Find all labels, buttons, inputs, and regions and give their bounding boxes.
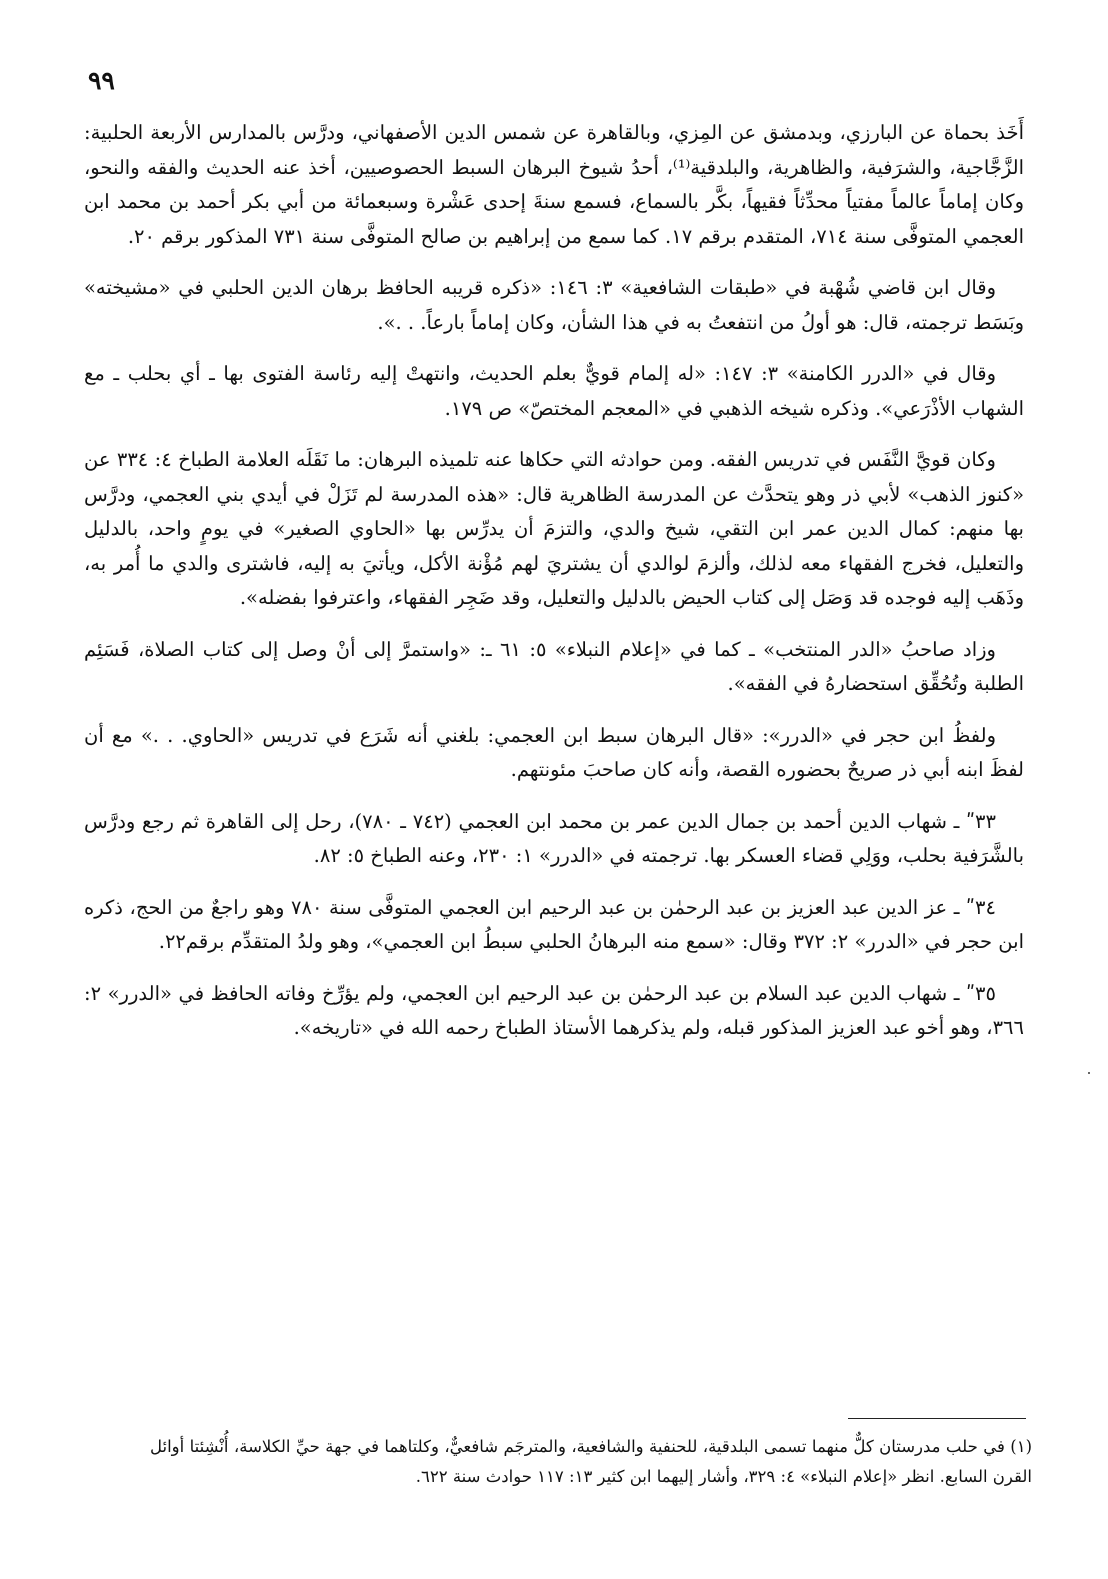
page-number: ٩٩ [88, 66, 115, 95]
entry-35: ٣٥ʺ ـ شهاب الدين عبد السلام بن عبد الرحمٰن بن عبد الرحيم ابن العجمي، ولم يؤرِّخ وفاته الحافظ في «الدرر» ٢: ٣٦٦، وهو أخو عبد العزيز المذكور قبله، ولم يذكرهما الأستاذ الطباخ رحمه الله في «تاريخه». [84, 981, 1024, 1039]
footnotes [150, 1432, 1032, 1492]
paragraph-ibn-hajar-wording: ولفظُ ابن حجر في «الدرر»: «قال البرهان سبط ابن العجمي: بلغني أنه شَرَع في تدريس «الحاوي. . .» مع أن لفظَ ابنه أبي ذر صريحٌ بحضوره القصة، وأنه كان صاحبَ مئونتهم. [84, 723, 1024, 781]
footnote-divider [848, 1418, 1026, 1419]
entry-34: ٣٤ʺ ـ عز الدين عبد العزيز بن عبد الرحمٰن بن عبد الرحيم ابن العجمي المتوفَّى سنة ٧٨٠ وهو راجعٌ من الحج، ذكره ابن حجر في «الدرر» ٢: ٣٧٢ وقال: «سمع منه البرهانُ الحلبي سبطُ ابن العجمي»، وهو ولدُ المتقدِّم برقم٢٢. [84, 895, 1024, 953]
paragraph-ibn-qadi-shuhba: وقال ابن قاضي شُهْبة في «طبقات الشافعية» ٣: ١٤٦: «ذكره قريبه الحافظ برهان الدين الحلبي في «مشيخته» وبَسَط ترجمته، قال: هو أولُ من انتفعتُ به في هذا الشأن، وكان إماماً بارعاً. . .». [84, 276, 1024, 334]
paragraph-durar-kamina: وقال في «الدرر الكامنة» ٣: ١٤٧: «له إلمام قويٌّ بعلم الحديث، وانتهتْ إليه رئاسة الفتوى بها ـ أي بحلب ـ مع الشهاب الأذْرَعي». وذكره شيخه الذهبي في «المعجم المختصّ» ص ١٧٩. [84, 362, 1024, 420]
entry-33: ٣٣ʺ ـ شهاب الدين أحمد بن جمال الدين عمر بن محمد ابن العجمي (٧٤٢ ـ ٧٨٠)، رحل إلى القاهرة ثم رجع ودرَّس بالشَّرَفية بحلب، ووَلِي قضاء العسكر بها. ترجمته في «الدرر» ١: ٢٣٠، وعنه الطباخ ٥: ٨٢. [84, 809, 1024, 867]
footnote-1: (١) في حلب مدرستان كلٌّ منهما تسمى البلدقية، للحنفية والشافعية، والمترجَم شافعيٌّ، وكلتاهما في جهة حيِّ الكلاسة، أُنْشِئتا أوائل القرن السابع. انظر «إعلام النبلاء» ٤: ٣٢٩، وأشار إليهما ابن كثير ١٣: ١١٧ حوادث سنة ٦٢٢. [150, 1437, 1032, 1486]
paragraph-teachers: أَخَذ بحماة عن البارزي، وبدمشق عن المِزي، وبالقاهرة عن شمس الدين الأصفهاني، ودرَّس بالمدارس الأربعة الحلبية: الزَّجَّاجية، والشرَفية، والظاهرية، والبلدقية⁽¹⁾، أحدُ شيوخ البرهان السبط الحصوصيين، أخذ عنه الحديث والفقه والنحو، وكان إماماً عالماً مفتياً محدِّثاً فقيهاً، بكَّر بالسماع، فسمع سنةَ إحدى عَشْرة وسبعمائة من أبي بكر أحمد بن محمد ابن العجمي المتوفَّى سنة ٧١٤، المتقدم برقم ١٧. كما سمع من إبراهيم بن صالح المتوفَّى سنة ٧٣١ المذكور برقم ٢٠. [84, 121, 1025, 248]
margin-mark [1088, 1072, 1090, 1074]
paragraph-durr-muntakhab: وزاد صاحبُ «الدر المنتخب» ـ كما في «إعلام النبلاء» ٥: ٦١ ـ: «واستمرَّ إلى أنْ وصل إلى كتاب الصلاة، فَسَئِم الطلبة وتُحُقِّق استحضارهُ في الفقه». [84, 637, 1024, 695]
paragraph-fiqh-teaching: وكان قويَّ النَّفَس في تدريس الفقه. ومن حوادثه التي حكاها عنه تلميذه البرهان: ما نَقَلَه العلامة الطباخ ٤: ٣٣٤ عن «كنوز الذهب» لأبي ذر وهو يتحدَّث عن المدرسة الظاهرية قال: «هذه المدرسة لم تَزَلْ في أيدي بني العجمي، ودرَّس بها منهم: كمال الدين عمر ابن التقي، شيخ والدي، والتزمَ أن يدرِّس بها «الحاوي الصغير» في يومٍ واحد، بالدليل والتعليل، فخرج الفقهاء معه لذلك، وألزمَ لوالدي أن يشتريَ لهم مُؤْنة الأكل، ويأتيَ به إليه، فاشترى والدي ما أُمر به، وذَهَب إليه فوجده قد وَصَل إلى كتاب الحيض بالدليل والتعليل، وقد ضَجِر الفقهاء، واعترفوا بفضله». [84, 448, 1024, 609]
main-text [84, 116, 1024, 1063]
